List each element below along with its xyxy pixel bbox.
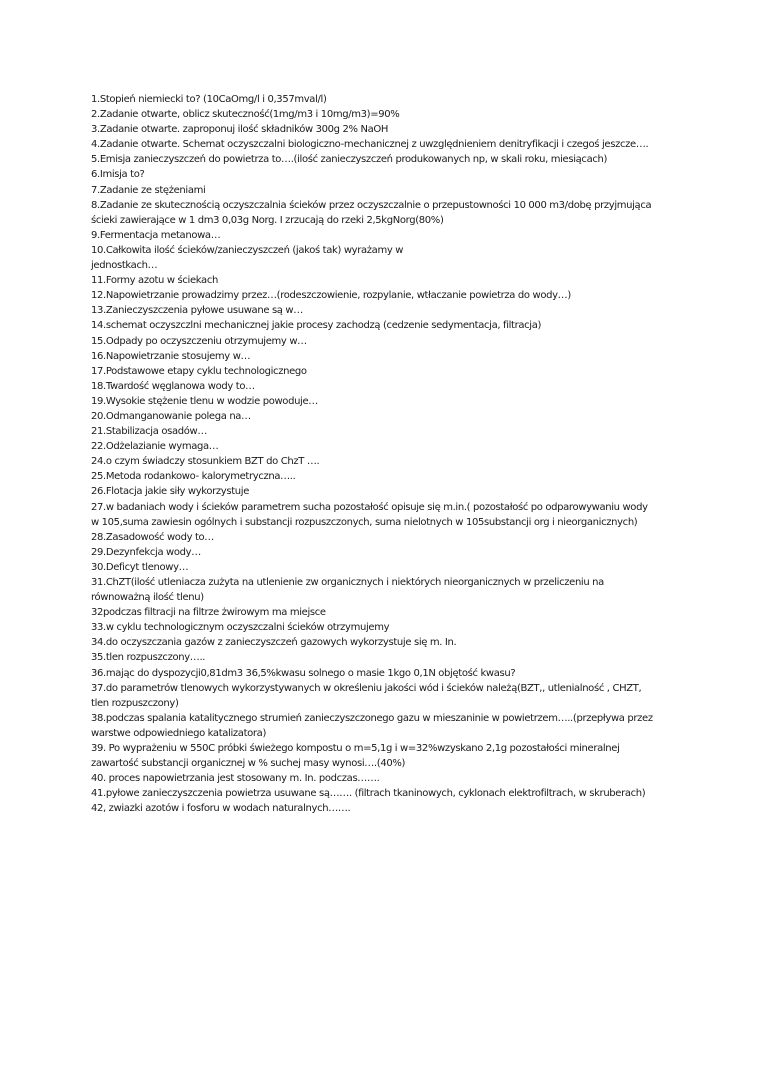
question-line: 4.Zadanie otwarte. Schemat oczyszczalni biologiczno-mechanicznej z uwzględnieniem denitryfikacji i czegoś jeszcze…. <box>91 139 649 151</box>
question-line: 13.Zanieczyszczenia pyłowe usuwane są w… <box>91 305 303 317</box>
question-line: 42, zwiazki azotów i fosforu w wodach naturalnych……. <box>91 803 351 815</box>
question-line: w 105,suma zawiesin ogólnych i substancji rozpuszczonych, suma nielotnych w 105substancji org i nieorganicznych) <box>91 516 638 528</box>
question-line: 39. Po wyprażeniu w 550C próbki świeżego kompostu o m=5,1g i w=32%wzyskano 2,1g pozostałości mineralnej <box>91 743 620 755</box>
question-line: 14.schemat oczyszczlni mechanicznej jakie procesy zachodzą (cedzenie sedymentacja, filtracja) <box>91 320 542 332</box>
question-line: 12.Napowietrzanie prowadzimy przez…(rodeszczowienie, rozpylanie, wtłaczanie powietrza do wody…) <box>91 290 571 302</box>
question-line: zawartość substancji organicznej w % suchej masy wynosi….(40%) <box>91 758 406 770</box>
question-line: 38.podczas spalania katalitycznego strumień zanieczyszczonego gazu w mieszaninie w powietrzem…..(przepływa przez <box>91 712 653 724</box>
question-line: 6.Imisja to? <box>91 169 145 181</box>
question-list <box>91 92 671 817</box>
question-line: 24.o czym świadczy stosunkiem BZT do ChzT …. <box>91 456 320 468</box>
question-line: 41.pyłowe zanieczyszczenia powietrza usuwane są……. (filtrach tkaninowych, cyklonach elektrofiltrach, w skruberach) <box>91 788 646 800</box>
question-line: 8.Zadanie ze skutecznością oczyszczalnia ścieków przez oczyszczalnie o przepustowności 10 000 m3/dobę przyjmująca <box>91 199 652 211</box>
question-line: 7.Zadanie ze stężeniami <box>91 184 206 196</box>
question-line: 35.tlen rozpuszczony….. <box>91 652 206 664</box>
question-line: 17.Podstawowe etapy cyklu technologicznego <box>91 365 307 377</box>
question-line: 11.Formy azotu w ściekach <box>91 275 218 287</box>
question-line: 19.Wysokie stężenie tlenu w wodzie powoduje… <box>91 395 318 407</box>
question-line: 22.Odżelazianie wymaga… <box>91 441 219 453</box>
question-line: 30.Deficyt tlenowy… <box>91 561 189 573</box>
question-line: 25.Metoda rodankowo- kalorymetryczna….. <box>91 471 296 483</box>
question-line: równoważną ilość tlenu) <box>91 592 204 604</box>
question-line: tlen rozpuszczony) <box>91 697 179 709</box>
question-line: 2.Zadanie otwarte, oblicz skuteczność(1mg/m3 i 10mg/m3)=90% <box>91 109 400 121</box>
question-line: 29.Dezynfekcja wody… <box>91 546 201 558</box>
question-line: 33.w cyklu technologicznym oczyszczalni ścieków otrzymujemy <box>91 622 390 634</box>
question-line: 31.ChZT(ilość utleniacza zużyta na utlenienie zw organicznych i niektórych nieorganicznych w przeliczeniu na <box>91 577 604 588</box>
question-line: 16.Napowietrzanie stosujemy w… <box>91 350 251 362</box>
question-line: 27.w badaniach wody i ścieków parametrem sucha pozostałość opisuje się m.in.( pozostałość po odparowywaniu wody <box>91 501 648 513</box>
question-line: 5.Emisja zanieczyszczeń do powietrza to….(ilość zanieczyszczeń produkowanych np, w skali roku, miesiącach) <box>91 154 608 166</box>
question-line: 36.mając do dyspozycji0,81dm3 36,5%kwasu solnego o masie 1kgo 0,1N objętość kwasu? <box>91 667 516 679</box>
question-line: 34.do oczyszczania gazów z zanieczyszczeń gazowych wykorzystuje się m. In. <box>91 637 457 649</box>
question-line: ścieki zawierające w 1 dm3 0,03g Norg. I zrzucają do rzeki 2,5kgNorg(80%) <box>91 214 444 226</box>
question-line: 40. proces napowietrzania jest stosowany m. In. podczas……. <box>91 773 380 785</box>
question-line: 32podczas filtracji na filtrze żwirowym ma miejsce <box>91 607 326 619</box>
question-line: warstwe odpowiedniego katalizatora) <box>91 727 267 739</box>
question-line: 10.Całkowita ilość ścieków/zanieczyszczeń (jakoś tak) wyrażamy w <box>91 244 404 256</box>
question-line: 1.Stopień niemiecki to? (10CaOmg/l i 0,357mval/l) <box>91 94 327 105</box>
question-line: 37.do parametrów tlenowych wykorzystywanych w określeniu jakości wód i ścieków należą(BZT,, utlenialność , CHZT, <box>91 682 642 694</box>
question-line: 20.Odmanganowanie polega na… <box>91 410 251 422</box>
question-line: 15.Odpady po oczyszczeniu otrzymujemy w… <box>91 335 307 347</box>
question-line: 21.Stabilizacja osadów… <box>91 426 207 438</box>
question-line: 18.Twardość węglanowa wody to… <box>91 380 255 392</box>
question-line: 3.Zadanie otwarte. zaproponuj ilość składników 300g 2% NaOH <box>91 124 389 136</box>
question-line: 26.Flotacja jakie siły wykorzystuje <box>91 486 249 498</box>
question-line: 9.Fermentacja metanowa… <box>91 229 221 241</box>
question-line: jednostkach… <box>91 260 158 272</box>
question-line: 28.Zasadowość wody to… <box>91 531 214 543</box>
